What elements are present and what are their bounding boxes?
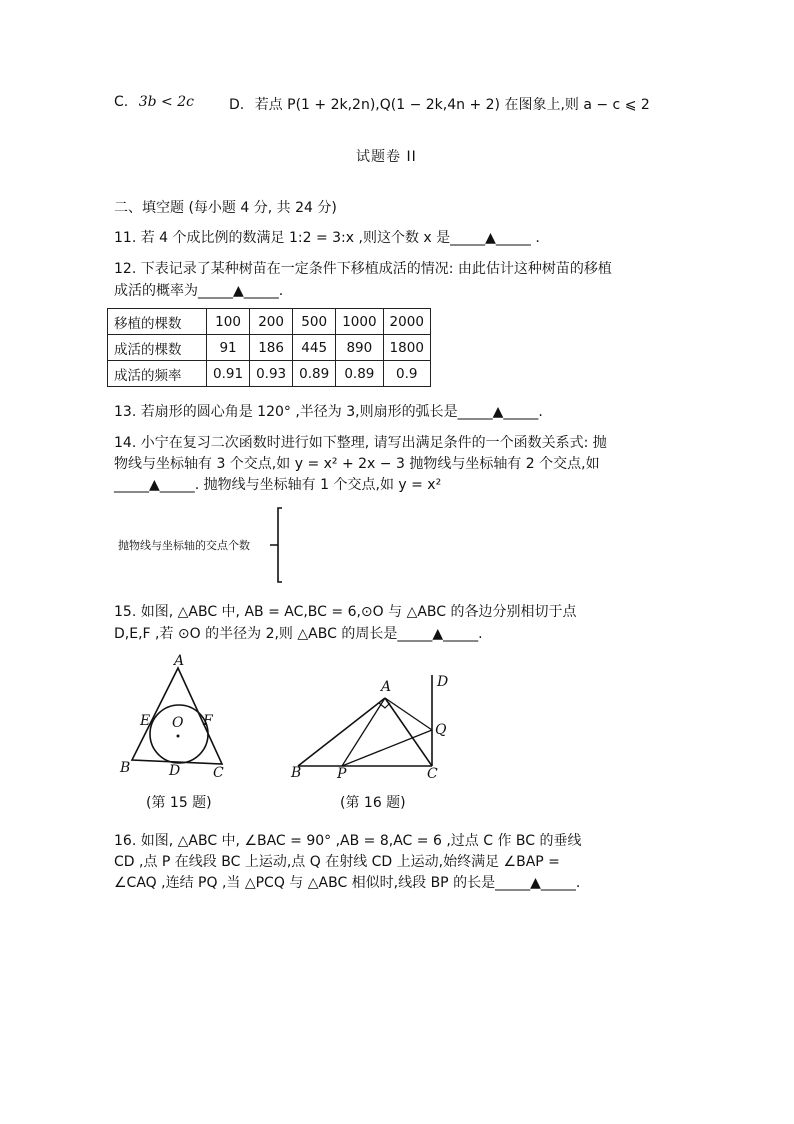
q16-text: ∠CAQ ,连结 PQ ,当 △PCQ 与 △ABC 相似时,线段 BP 的长是: [114, 875, 496, 891]
figure-15-caption: (第 15 题): [146, 795, 212, 811]
label-o: O: [172, 715, 184, 731]
answer-blank: _____▲_____: [114, 477, 195, 493]
label-p: P: [337, 766, 347, 782]
table-cell: 91: [207, 335, 250, 361]
part-title: 试题卷 II: [356, 149, 417, 165]
table-cell: 200: [250, 309, 293, 335]
figure-16: [285, 672, 460, 782]
table-row: [108, 309, 431, 335]
q15-end: .: [478, 626, 483, 642]
label-d: D: [437, 674, 449, 690]
table-cell: 0.91: [207, 361, 250, 387]
table-cell: 2000: [383, 309, 430, 335]
section-header: 二、填空题 (每小题 4 分, 共 24 分): [114, 200, 337, 216]
q14-text: . 抛物线与坐标轴有 1 个交点,如 y = x²: [194, 477, 442, 493]
question-12-line1: 12. 下表记录了某种树苗在一定条件下移植成活的情况: 由此估计这种树苗的移植: [114, 261, 612, 277]
option-c-text: 3b < 2c: [138, 94, 194, 110]
blank-marker: ▲: [485, 230, 496, 246]
q10-option-d: [229, 94, 650, 114]
blank-marker: ▲: [492, 404, 504, 420]
label-c: C: [427, 766, 438, 782]
label-b: B: [120, 760, 131, 776]
answer-blank: _____▲_____: [457, 404, 539, 420]
question-14-line3: [114, 474, 441, 494]
classification-label: 抛物线与坐标轴的交点个数: [118, 539, 250, 552]
table-cell: 1000: [336, 309, 383, 335]
option-c-label: C.: [114, 94, 129, 110]
center-point: [177, 735, 180, 738]
question-11: [114, 227, 540, 247]
q11-text: 11. 若 4 个成比例的数满足 1:2 = 3:x ,则这个数 x 是: [114, 230, 451, 246]
table-cell: 1800: [383, 335, 430, 361]
row-label: 成活的棵数: [108, 335, 207, 361]
row-label: 移植的棵数: [108, 309, 207, 335]
classification-brace: [268, 506, 288, 584]
table-cell: 445: [293, 335, 336, 361]
answer-blank: _____▲_____: [198, 283, 279, 299]
label-a: A: [381, 679, 392, 695]
label-q: Q: [435, 722, 447, 738]
question-16-line3: [114, 872, 580, 892]
label-b: B: [291, 765, 302, 781]
blank-marker: ▲: [432, 626, 444, 642]
question-16-line1: 16. 如图, △ABC 中, ∠BAC = 90° ,AB = 8,AC = 6 ,过点 C 作 BC 的垂线: [114, 833, 582, 849]
q12-end: .: [278, 283, 284, 299]
question-16-line2: CD ,点 P 在线段 BC 上运动,点 Q 在射线 CD 上运动,始终满足 ∠BAP =: [114, 854, 560, 870]
row-label: 成活的频率: [108, 361, 207, 387]
question-12-line2: [114, 280, 283, 300]
label-d: D: [169, 763, 181, 779]
table-cell: 0.9: [383, 361, 430, 387]
q12-text: 成活的概率为: [114, 283, 198, 299]
answer-blank: _____▲_____: [495, 875, 576, 891]
table-cell: 186: [250, 335, 293, 361]
incircle-o: [150, 705, 208, 763]
label-a: A: [174, 653, 185, 669]
label-c: C: [213, 765, 224, 781]
question-14-line1: 14. 小宁在复习二次函数时进行如下整理, 请写出满足条件的一个函数关系式: 抛: [114, 435, 607, 451]
figure-15: [110, 650, 240, 785]
table-cell: 0.89: [293, 361, 336, 387]
question-15-line1: 15. 如图, △ABC 中, AB = AC,BC = 6,⊙O 与 △ABC 的各边分别相切于点: [114, 604, 577, 620]
q10-option-c: [114, 94, 194, 110]
option-d-label: D.: [229, 97, 245, 113]
q13-text: 13. 若扇形的圆心角是 120° ,半径为 3,则扇形的弧长是: [114, 404, 458, 420]
question-15-line2: [114, 623, 483, 643]
q15-text: D,E,F ,若 ⊙O 的半径为 2,则 △ABC 的周长是: [114, 626, 398, 642]
label-e: E: [140, 713, 151, 729]
table-cell: 500: [293, 309, 336, 335]
q13-end: .: [538, 404, 543, 420]
seedling-table: [107, 308, 431, 387]
q16-end: .: [575, 875, 581, 891]
blank-marker: ▲: [530, 875, 541, 891]
figure-16-caption: (第 16 题): [340, 795, 406, 811]
table-cell: 890: [336, 335, 383, 361]
option-d-text: 若点 P(1 + 2k,2n),Q(1 − 2k,4n + 2) 在图象上,则 a − c ⩽ 2: [254, 97, 650, 113]
table-row: [108, 335, 431, 361]
answer-blank: _____▲_____: [450, 230, 531, 246]
blank-marker: ▲: [149, 477, 160, 493]
question-13: [114, 401, 543, 421]
table-cell: 0.93: [250, 361, 293, 387]
blank-marker: ▲: [233, 283, 244, 299]
table-row: [108, 361, 431, 387]
table-cell: 100: [207, 309, 250, 335]
table-cell: 0.89: [336, 361, 383, 387]
q11-end: .: [535, 230, 540, 246]
question-14-line2: 物线与坐标轴有 3 个交点,如 y = x² + 2x − 3 抛物线与坐标轴有 2 个交点,如: [114, 456, 600, 472]
answer-blank: _____▲_____: [397, 626, 479, 642]
label-f: F: [203, 713, 213, 729]
